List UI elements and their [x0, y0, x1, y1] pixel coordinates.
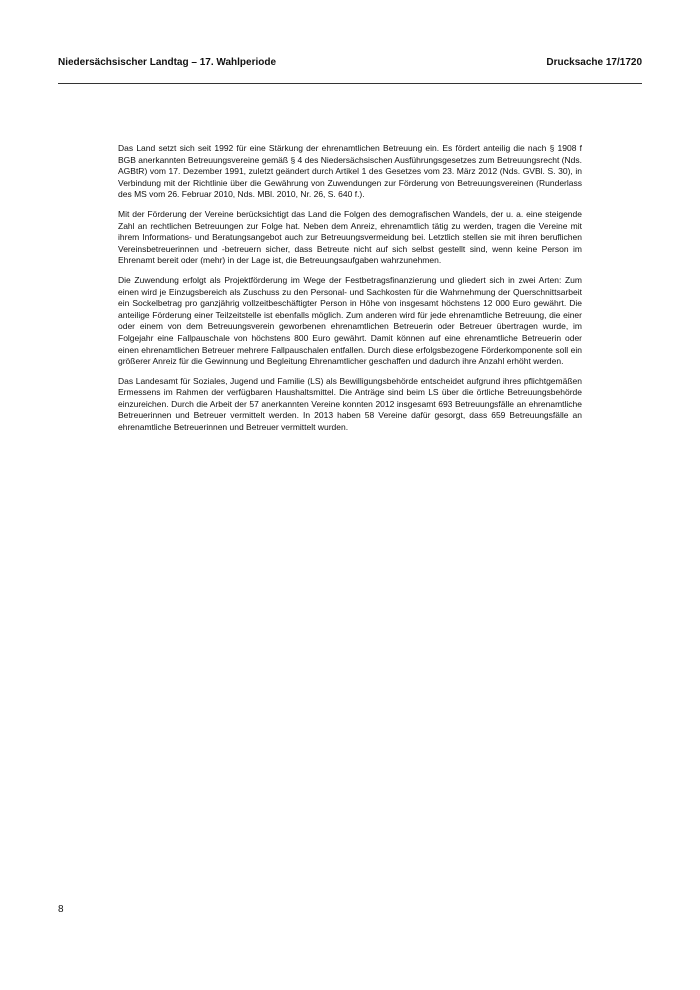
page-number: 8 — [58, 904, 64, 915]
header-parliament-title: Niedersächsischer Landtag – 17. Wahlperiode — [58, 57, 277, 68]
paragraph-2: Mit der Förderung der Vereine berücksichtigt das Land die Folgen des demografischen Wandels, der u. a. eine steigende Zahl an rechtlichen Betreuungen zur Folge hat. Neben dem Anreiz, ehrenamtlich tätig zu werden, tragen die Vereine mit ihrem Informations- und Beratungsangebot auch zur Betreuungsvermeidung bei. Letztlich stellen sie mit ihren beruflichen Vereinsbetreuerinnen und -betreuern sicher, dass Betreute nicht auf sich selbst gestellt sind, wenn keine Person im Ehrenamt bereit oder (mehr) in der Lage ist, die Betreuungsaufgaben wahrzunehmen. — [118, 208, 582, 266]
paragraph-4: Das Landesamt für Soziales, Jugend und Familie (LS) als Bewilligungsbehörde entscheidet aufgrund ihres pflichtgemäßen Ermessens im Rahmen der verfügbaren Haushaltsmittel. Die Anträge sind beim LS über die örtliche Betreuungsbehörde einzureichen. Durch die Arbeit der 57 anerkannten Vereine konnten 2012 insgesamt 693 Betreuungsfälle an ehrenamtliche Betreuerinnen und Betreuer vermittelt werden. In 2013 haben 58 Vereine dafür gesorgt, dass 659 Betreuungsfälle an ehrenamtliche Betreuerinnen und Betreuer vermittelt wurden. — [118, 375, 582, 433]
paragraph-3: Die Zuwendung erfolgt als Projektförderung im Wege der Festbetragsfinanzierung und gliedert sich in zwei Arten: Zum einen wird je Einzugsbereich als Zuschuss zu den Personal- und Sachkosten für die Wahrnehmung der Querschnittsarbeit ein Sockelbetrag pro ganzjährig vollzeitbeschäftigter Person in Höhe von insgesamt höchstens 12 000 Euro gewährt. Die anteilige Förderung einer Teilzeitstelle ist ebenfalls möglich. Zum anderen wird für jede ehrenamtliche Betreuung, die einer oder einem von dem Betreuungsverein geworbenen ehrenamtlichen Betreuerin oder Betreuer übertragen wurde, im Folgejahr eine Fallpauschale von höchstens 800 Euro gewährt. Damit können auf eine ehrenamtliche Betreuerin oder einen ehrenamtlichen Betreuer mehrere Fallpauschalen entfallen. Durch diese erfolgsbezogene Förderkomponente soll ein größerer Anreiz für die Gewinnung und Begleitung Ehrenamtlicher geschaffen und dadurch ihre Anzahl erhöht werden. — [118, 274, 582, 367]
body-text — [118, 143, 582, 442]
header-document-number: Drucksache 17/1720 — [546, 57, 642, 68]
page-header — [58, 55, 642, 71]
header-divider — [58, 83, 642, 84]
paragraph-1: Das Land setzt sich seit 1992 für eine Stärkung der ehrenamtlichen Betreuung ein. Es fördert anteilig die nach § 1908 f BGB anerkannten Betreuungsvereine gemäß § 4 des Niedersächsischen Ausführungsgesetzes zum Betreuungsrecht (Nds. AGBtR) vom 17. Dezember 1991, zuletzt geändert durch Artikel 1 des Gesetzes vom 23. März 2012 (Nds. GVBl. S. 30), in Verbindung mit der Richtlinie über die Gewährung von Zuwendungen zur Förderung von Betreuungsvereinen (Runderlass des MS vom 26. Februar 2010, Nds. MBl. 2010, Nr. 26, S. 640 f.). — [118, 143, 582, 200]
